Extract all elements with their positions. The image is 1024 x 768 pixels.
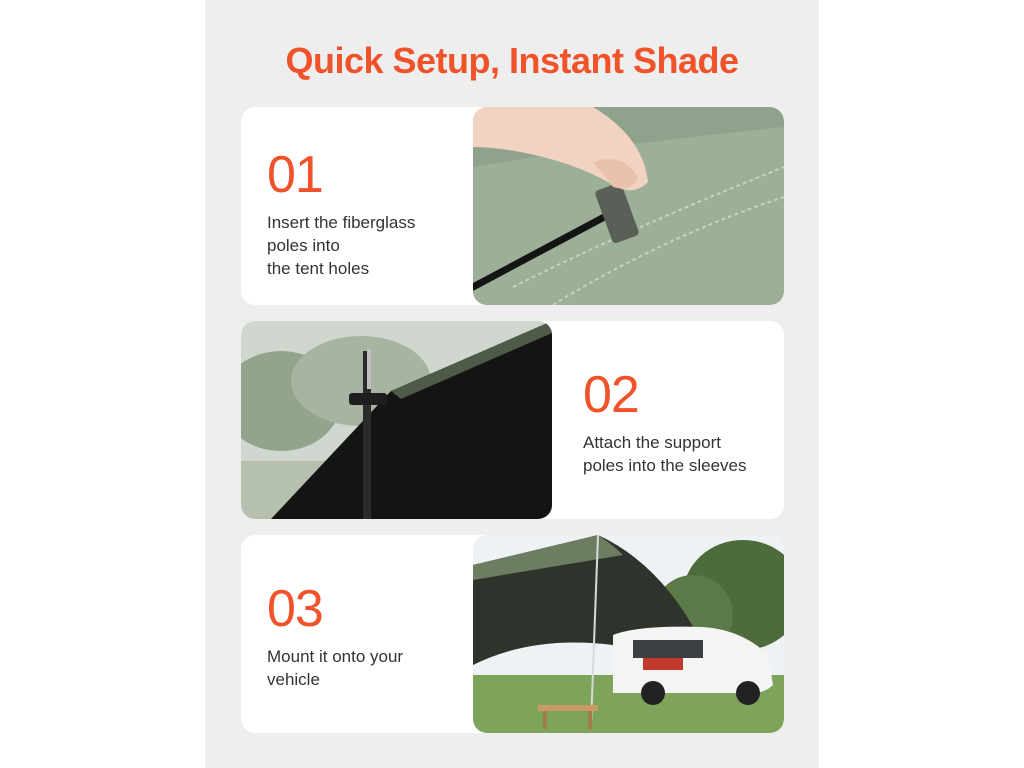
step-2-number: 02: [583, 366, 639, 424]
content-panel: [205, 0, 819, 768]
step-1-line-1: Insert the fiberglass: [267, 213, 416, 232]
step-3-line-1: Mount it onto your: [267, 647, 404, 666]
step-1-number: 01: [267, 146, 323, 204]
step-2-text: [583, 366, 747, 477]
step-3-number: 03: [267, 580, 323, 638]
step-1-line-2: poles into: [267, 236, 340, 255]
step-3-photo: [473, 535, 784, 733]
step-card-3: [241, 535, 784, 733]
step-2-line-1: Attach the support: [583, 433, 721, 452]
step-1-description: [267, 211, 415, 280]
step-1-line-3: the tent holes: [267, 259, 370, 278]
step-1-photo: [473, 107, 784, 305]
step-2-line-2: poles into the sleeves: [583, 456, 747, 475]
page-title: Quick Setup, Instant Shade: [285, 40, 739, 81]
step-card-2: [241, 321, 784, 519]
step-2-photo: [241, 321, 552, 519]
step-3-description: [267, 645, 403, 691]
step-3-text: [267, 580, 404, 691]
step-3-line-2: vehicle: [267, 670, 320, 689]
pole-sleeve-image: [241, 321, 552, 519]
step-2-description: [583, 431, 747, 477]
step-card-1: [241, 107, 784, 305]
hand-inserting-pole-image: [473, 107, 784, 305]
vehicle-awning-image: [473, 535, 784, 733]
step-1-text: [267, 146, 416, 280]
